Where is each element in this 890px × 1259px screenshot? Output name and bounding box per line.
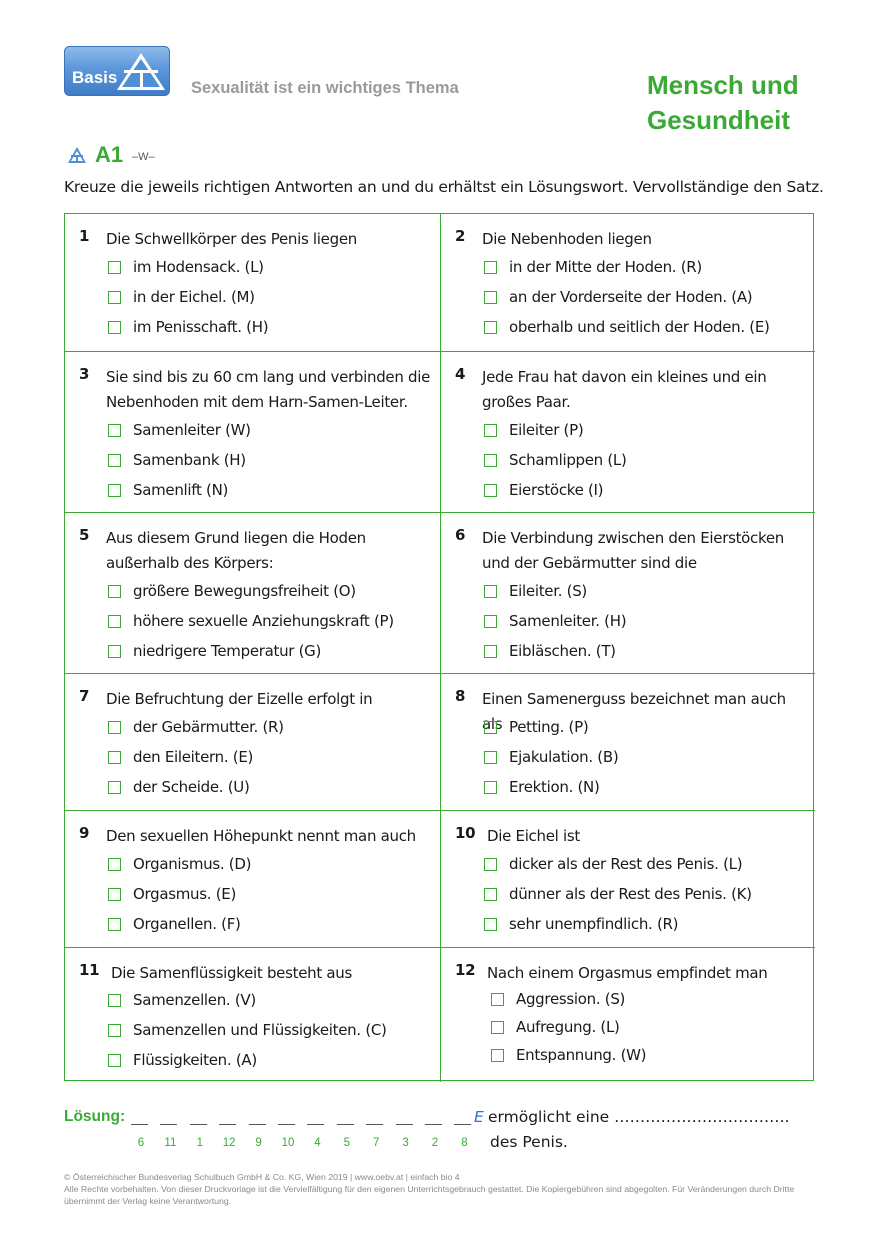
- answer-option-label: Samenbank (H): [133, 451, 246, 469]
- answer-checkbox[interactable]: [491, 1049, 504, 1062]
- solution-blank[interactable]: [454, 1124, 471, 1125]
- answer-checkbox[interactable]: [108, 751, 121, 764]
- answer-option-label: Erektion. (N): [509, 778, 600, 796]
- question-number: 3: [79, 365, 90, 383]
- question-number: 4: [455, 365, 466, 383]
- solution-blank-number: 10: [281, 1137, 295, 1149]
- copyright-footer: [64, 1171, 804, 1207]
- answer-option[interactable]: [484, 415, 627, 445]
- solution-blank-number: 5: [343, 1137, 350, 1149]
- question-number: 5: [79, 526, 90, 544]
- answer-checkbox[interactable]: [484, 781, 497, 794]
- answer-option-label: Flüssigkeiten. (A): [133, 1051, 257, 1069]
- answer-checkbox[interactable]: [108, 454, 121, 467]
- basis-logo: [64, 46, 170, 96]
- answer-checkbox[interactable]: [491, 1021, 504, 1034]
- answer-option[interactable]: [108, 312, 268, 342]
- question-3: [65, 351, 440, 512]
- question-2: [440, 214, 815, 351]
- footer-line-1: © Österreichischer Bundesverlag Schulbuch GmbH & Co. KG, Wien 2019 | www.oebv.at | einfach bio 4: [64, 1172, 460, 1182]
- question-text: Nach einem Orgasmus empfindet man: [487, 964, 768, 982]
- answer-option-label: Samenzellen. (V): [133, 991, 256, 1009]
- question-text: Die Nebenhoden liegen: [482, 230, 652, 248]
- answer-checkbox[interactable]: [108, 291, 121, 304]
- solution-blank-number: 1: [196, 1137, 203, 1149]
- answer-option-label: Ejakulation. (B): [509, 748, 619, 766]
- answer-checkbox[interactable]: [108, 781, 121, 794]
- subject-line-2: Gesundheit: [647, 105, 791, 135]
- question-number: 12: [455, 961, 476, 979]
- answer-option[interactable]: [484, 636, 626, 666]
- answer-option-label: im Hodensack. (L): [133, 258, 264, 276]
- question-number: 11: [79, 961, 100, 979]
- answer-option[interactable]: [484, 282, 770, 312]
- question-text: Einen Samenerguss bezeichnet man auch als: [482, 690, 786, 733]
- answer-option[interactable]: [484, 909, 752, 939]
- answer-option[interactable]: [108, 1045, 387, 1075]
- answer-checkbox[interactable]: [484, 645, 497, 658]
- answer-checkbox[interactable]: [484, 918, 497, 931]
- solution-blank-number: 8: [461, 1137, 468, 1149]
- answer-option-label: Schamlippen (L): [509, 451, 627, 469]
- solution-blank[interactable]: [307, 1124, 324, 1125]
- answer-option[interactable]: [484, 576, 626, 606]
- solution-blank[interactable]: [396, 1124, 413, 1125]
- subject-line-1: Mensch und: [647, 70, 799, 100]
- answer-checkbox[interactable]: [108, 585, 121, 598]
- solution-blank-number: 6: [137, 1137, 145, 1149]
- answer-option-label: oberhalb und seitlich der Hoden. (E): [509, 318, 770, 336]
- question-text: Die Samenflüssigkeit besteht aus: [111, 964, 352, 982]
- question-1: [65, 214, 440, 351]
- solution-blank[interactable]: [190, 1124, 207, 1125]
- answer-checkbox[interactable]: [484, 484, 497, 497]
- answer-option-label: Samenzellen und Flüssigkeiten. (C): [133, 1021, 387, 1039]
- answer-checkbox[interactable]: [484, 615, 497, 628]
- answer-option-label: höhere sexuelle Anziehungskraft (P): [133, 612, 394, 630]
- task-code: –W–: [132, 151, 155, 163]
- answer-option-label: im Penisschaft. (H): [133, 318, 269, 336]
- answer-option-label: Samenleiter (W): [133, 421, 251, 439]
- answer-options: [108, 252, 268, 342]
- answer-options: [484, 712, 618, 802]
- solution-label: Lösung:: [64, 1108, 126, 1125]
- question-9: [65, 810, 440, 947]
- answer-checkbox[interactable]: [484, 721, 497, 734]
- answer-option[interactable]: [108, 849, 251, 879]
- answer-option[interactable]: [484, 606, 626, 636]
- answer-option-label: größere Bewegungsfreiheit (O): [133, 582, 356, 600]
- question-text: Aus diesem Grund liegen die Hoden außerhalb des Körpers:: [106, 529, 366, 572]
- answer-checkbox[interactable]: [108, 994, 121, 1007]
- answer-checkbox[interactable]: [108, 321, 121, 334]
- task-label: A1: [95, 142, 124, 167]
- solution-blank[interactable]: [160, 1124, 177, 1125]
- footer-line-2: Alle Rechte vorbehalten. Von dieser Druckvorlage ist die Vervielfältigung für den eigenen Unterrichtsgebrauch gestattet. Die Kopiergebühren sind abgegolten. Für Veränderungen durch Dritte übernimmt der Verlag keine Verantwortung.: [64, 1184, 795, 1206]
- answer-option[interactable]: [491, 1013, 646, 1041]
- answer-option-label: Aufregung. (L): [516, 1018, 620, 1036]
- solution-blank-number: 9: [255, 1137, 262, 1149]
- answer-option[interactable]: [484, 475, 627, 505]
- question-text: Die Verbindung zwischen den Eierstöcken und der Gebärmutter sind die: [482, 529, 784, 572]
- answer-option-label: niedrigere Temperatur (G): [133, 642, 322, 660]
- answer-checkbox[interactable]: [484, 321, 497, 334]
- question-5: [65, 512, 440, 673]
- answer-options: [108, 985, 387, 1075]
- answer-option[interactable]: [108, 909, 251, 939]
- answer-option[interactable]: [108, 772, 284, 802]
- solution-blank[interactable]: [219, 1124, 236, 1125]
- answer-option[interactable]: [484, 312, 770, 342]
- answer-options: [491, 985, 646, 1069]
- triangle-level-icon: [68, 147, 86, 163]
- answer-option[interactable]: [484, 772, 618, 802]
- solution-blank[interactable]: [366, 1124, 383, 1125]
- answer-option-label: in der Mitte der Hoden. (R): [509, 258, 702, 276]
- question-number: 7: [79, 687, 90, 705]
- question-4: [440, 351, 815, 512]
- solution-blank[interactable]: [337, 1124, 354, 1125]
- answer-option-label: Orgasmus. (E): [133, 885, 236, 903]
- answer-checkbox[interactable]: [108, 1054, 121, 1067]
- answer-option-label: Entspannung. (W): [516, 1046, 647, 1064]
- answer-option-label: Petting. (P): [509, 718, 589, 736]
- answer-option[interactable]: [491, 985, 646, 1013]
- question-text: Sie sind bis zu 60 cm lang und verbinden die Nebenhoden mit dem Harn-Samen-Leiter.: [106, 368, 431, 411]
- answer-checkbox[interactable]: [484, 888, 497, 901]
- solution-given-letter: E: [474, 1108, 484, 1126]
- question-11: [65, 947, 440, 1082]
- answer-checkbox[interactable]: [108, 615, 121, 628]
- answer-option[interactable]: [108, 606, 394, 636]
- answer-option-label: der Gebärmutter. (R): [133, 718, 284, 736]
- answer-option[interactable]: [108, 879, 251, 909]
- answer-option-label: Eierstöcke (I): [509, 481, 604, 499]
- answer-option[interactable]: [484, 445, 627, 475]
- answer-option[interactable]: [108, 282, 268, 312]
- solution-sentence-part1: ermöglicht eine …………………………….: [488, 1108, 790, 1126]
- answer-checkbox[interactable]: [484, 424, 497, 437]
- answer-checkbox[interactable]: [484, 858, 497, 871]
- answer-checkbox[interactable]: [484, 261, 497, 274]
- answer-option-label: Eibläschen. (T): [509, 642, 616, 660]
- answer-checkbox[interactable]: [108, 261, 121, 274]
- answer-option-label: an der Vorderseite der Hoden. (A): [509, 288, 753, 306]
- question-number: 1: [79, 227, 90, 245]
- question-10: [440, 810, 815, 947]
- question-6: [440, 512, 815, 673]
- answer-option[interactable]: [108, 252, 268, 282]
- answer-option-label: Samenlift (N): [133, 481, 229, 499]
- solution-blank[interactable]: [249, 1124, 266, 1125]
- answer-options: [108, 849, 251, 939]
- question-grid: [64, 213, 814, 1081]
- question-12: [440, 947, 815, 1082]
- answer-option-label: Samenleiter. (H): [509, 612, 627, 630]
- task-instruction: Kreuze die jeweils richtigen Antworten an und du erhältst ein Lösungswort. Vervollständige den Satz.: [64, 178, 824, 196]
- answer-option-label: Eileiter (P): [509, 421, 584, 439]
- question-text: Jede Frau hat davon ein kleines und ein großes Paar.: [482, 368, 767, 411]
- answer-option[interactable]: [108, 576, 394, 606]
- answer-checkbox[interactable]: [108, 918, 121, 931]
- answer-checkbox[interactable]: [108, 1024, 121, 1037]
- answer-option[interactable]: [484, 849, 752, 879]
- answer-option-label: in der Eichel. (M): [133, 288, 255, 306]
- answer-option[interactable]: [484, 879, 752, 909]
- answer-options: [484, 576, 626, 666]
- answer-options: [484, 415, 627, 505]
- answer-options: [108, 576, 394, 666]
- answer-option[interactable]: [108, 742, 284, 772]
- solution-sentence-part2: des Penis.: [490, 1133, 568, 1151]
- question-text: Die Befruchtung der Eizelle erfolgt in: [106, 690, 373, 708]
- answer-checkbox[interactable]: [484, 291, 497, 304]
- solution-blank[interactable]: [131, 1124, 148, 1125]
- answer-option-label: dicker als der Rest des Penis. (L): [509, 855, 743, 873]
- solution-blank-number: 11: [164, 1137, 177, 1149]
- question-text: Den sexuellen Höhepunkt nennt man auch: [106, 827, 416, 845]
- solution-blank[interactable]: [425, 1124, 442, 1125]
- answer-option[interactable]: [108, 985, 387, 1015]
- answer-option[interactable]: [484, 712, 618, 742]
- answer-option[interactable]: [491, 1041, 646, 1069]
- answer-checkbox[interactable]: [484, 585, 497, 598]
- worksheet-topic: Sexualität ist ein wichtiges Thema: [191, 79, 459, 97]
- answer-option-label: dünner als der Rest des Penis. (K): [509, 885, 752, 903]
- answer-option-label: der Scheide. (U): [133, 778, 250, 796]
- question-number: 6: [455, 526, 466, 544]
- answer-options: [108, 415, 251, 505]
- solution-blank-number: 12: [222, 1137, 236, 1149]
- answer-option-label: den Eileitern. (E): [133, 748, 254, 766]
- answer-option[interactable]: [484, 252, 770, 282]
- solution-blank-number: 4: [314, 1137, 321, 1149]
- question-7: [65, 673, 440, 810]
- answer-option-label: Organellen. (F): [133, 915, 241, 933]
- answer-option-label: sehr unempfindlich. (R): [509, 915, 679, 933]
- answer-option[interactable]: [108, 1015, 387, 1045]
- question-number: 10: [455, 824, 476, 842]
- answer-checkbox[interactable]: [484, 454, 497, 467]
- answer-option[interactable]: [108, 636, 394, 666]
- question-number: 9: [79, 824, 90, 842]
- answer-option-label: Eileiter. (S): [509, 582, 587, 600]
- question-text: Die Eichel ist: [487, 827, 580, 845]
- answer-option-label: Aggression. (S): [516, 990, 626, 1008]
- logo-text: Basis: [72, 68, 118, 87]
- answer-checkbox[interactable]: [108, 424, 121, 437]
- question-text: Die Schwellkörper des Penis liegen: [106, 230, 357, 248]
- answer-checkbox[interactable]: [108, 721, 121, 734]
- answer-option[interactable]: [108, 445, 251, 475]
- answer-option[interactable]: [484, 742, 618, 772]
- solution-blank[interactable]: [278, 1124, 295, 1125]
- question-number: 2: [455, 227, 466, 245]
- solution-blank-number: 2: [431, 1137, 439, 1149]
- answer-options: [484, 252, 770, 342]
- answer-checkbox[interactable]: [484, 751, 497, 764]
- answer-option-label: Organismus. (D): [133, 855, 252, 873]
- answer-checkbox[interactable]: [108, 888, 121, 901]
- answer-options: [484, 849, 752, 939]
- answer-checkbox[interactable]: [491, 993, 504, 1006]
- answer-checkbox[interactable]: [108, 858, 121, 871]
- answer-option[interactable]: [108, 415, 251, 445]
- question-number: 8: [455, 687, 466, 705]
- question-8: [440, 673, 815, 810]
- answer-option[interactable]: [108, 712, 284, 742]
- answer-options: [108, 712, 284, 802]
- solution-blank-number: 3: [402, 1137, 409, 1149]
- answer-option[interactable]: [108, 475, 251, 505]
- subject-title: [647, 68, 799, 138]
- answer-checkbox[interactable]: [108, 484, 121, 497]
- solution-blank-number: 7: [372, 1137, 380, 1149]
- answer-checkbox[interactable]: [108, 645, 121, 658]
